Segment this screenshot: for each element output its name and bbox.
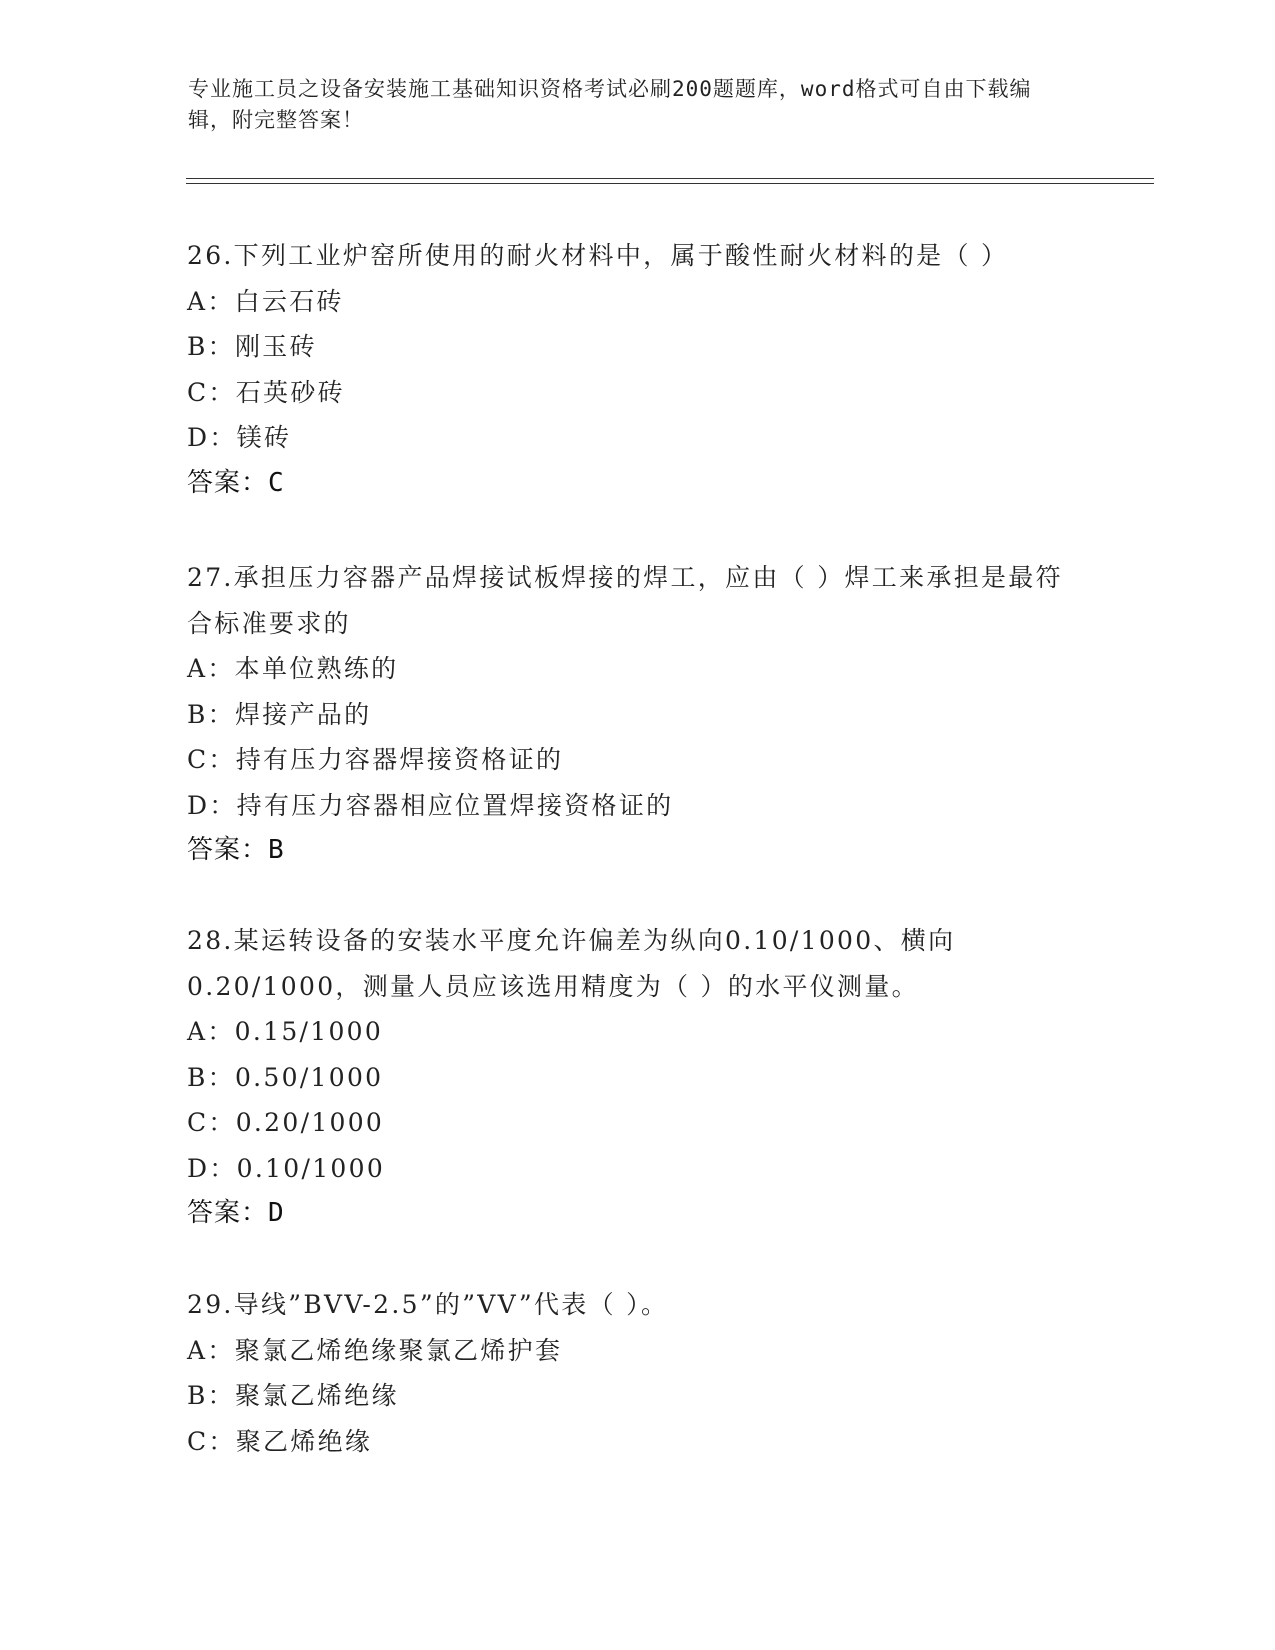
option-d: D：0.10/1000 (187, 1153, 386, 1183)
question-text: 29.导线”BVV-2.5”的”VV”代表（ ）。 (187, 1290, 669, 1319)
option-a: A：本单位熟练的 (187, 654, 399, 683)
question-26 (187, 233, 1067, 506)
answer: 答案：C (187, 467, 285, 498)
question-27 (187, 555, 1067, 874)
option-a: A：白云石砖 (187, 286, 344, 316)
option-c: C：持有压力容器焊接资格证的 (187, 745, 564, 774)
option-b: B：0.50/1000 (187, 1062, 384, 1092)
option-c: C：聚乙烯绝缘 (187, 1426, 373, 1456)
question-text: 26.下列工业炉窑所使用的耐火材料中，属于酸性耐火材料的是（ ） (187, 241, 1009, 270)
option-c: C：0.20/1000 (187, 1108, 385, 1137)
question-text: 28.某运转设备的安装水平度允许偏差为纵向0.10/1000、横向0.20/1000，测量人员应该选用精度为（ ）的水平仪测量。 (187, 926, 956, 1001)
question-29 (187, 1282, 1067, 1464)
option-b: B：焊接产品的 (187, 699, 372, 729)
answer: 答案：B (187, 835, 285, 865)
question-28 (187, 918, 1067, 1237)
header-divider-top (186, 178, 1154, 179)
document-header: 专业施工员之设备安装施工基础知识资格考试必刷200题题库，word格式可自由下载编辑，附完整答案！ (188, 77, 1032, 132)
option-d: D：持有压力容器相应位置焊接资格证的 (187, 790, 674, 820)
option-b: B：刚玉砖 (187, 332, 317, 361)
option-d: D：镁砖 (187, 423, 292, 452)
option-c: C：石英砂砖 (187, 377, 345, 407)
option-a: A：0.15/1000 (187, 1017, 384, 1046)
option-b: B：聚氯乙烯绝缘 (187, 1381, 399, 1410)
option-a: A：聚氯乙烯绝缘聚氯乙烯护套 (187, 1335, 563, 1365)
answer: 答案：D (187, 1198, 285, 1228)
question-text: 27.承担压力容器产品焊接试板焊接的焊工，应由（ ）焊工来承担是最符合标准要求的 (187, 563, 1063, 638)
header-divider-bottom (186, 183, 1154, 184)
